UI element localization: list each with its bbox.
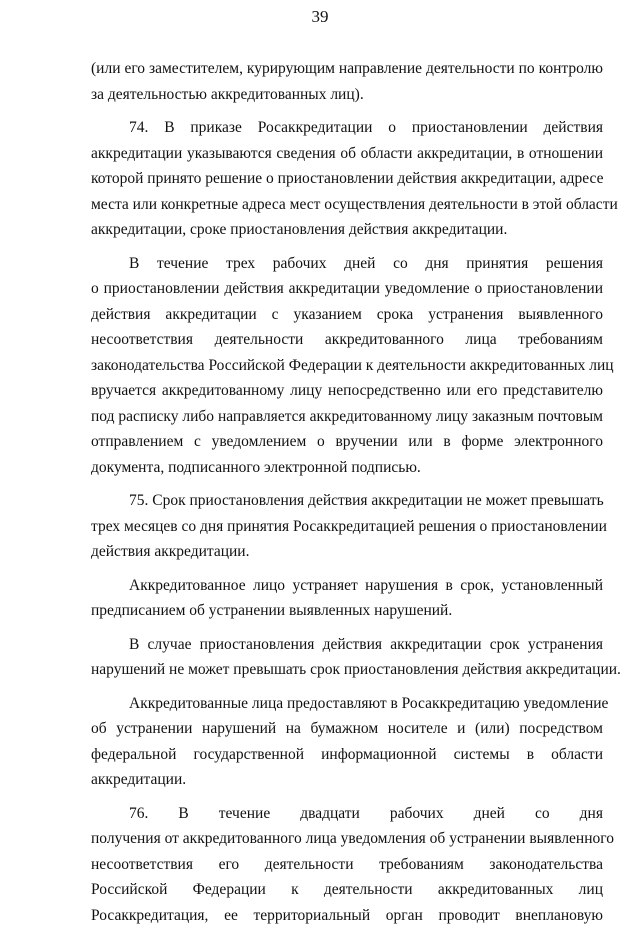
paragraph-item-74 [91, 115, 603, 243]
text-line: нарушений не может превышать срок приостановления действия аккредитации. [91, 657, 603, 683]
text-line: 75. Срок приостановления действия аккредитации не может превышать [91, 488, 603, 514]
text-line: отправлением с уведомлением о вручении или в форме электронного [91, 429, 603, 455]
text-line: В течение трех рабочих дней со дня принятия решения [91, 251, 603, 277]
text-line: аккредитации. [91, 767, 603, 793]
text-line: об устранении нарушений на бумажном носителе и (или) посредством [91, 716, 603, 742]
text-line: вручается аккредитованному лицу непосредственно или его представителю [91, 378, 603, 404]
text-line: (или его заместителем, курирующим направление деятельности по контролю [91, 56, 603, 82]
paragraph-elimination [91, 573, 603, 624]
text-line: документа, подписанного электронной подписью. [91, 455, 603, 481]
text-line: которой принято решение о приостановлении действия аккредитации, адресе [91, 166, 603, 192]
text-line: под расписку либо направляется аккредитованному лицу заказным почтовым [91, 404, 603, 430]
text-line: Росаккредитация, ее территориальный орган проводит внеплановую [91, 903, 603, 928]
text-line: действия аккредитации с указанием срока устранения выявленного [91, 302, 603, 328]
paragraph-item-76 [91, 801, 603, 928]
text-line: Российской Федерации к деятельности аккредитованных лиц [91, 877, 603, 903]
text-line: 76. В течение двадцати рабочих дней со дня [91, 801, 603, 827]
text-line: аккредитации указываются сведения об области аккредитации, в отношении [91, 141, 603, 167]
paragraph-suspension-term [91, 632, 603, 683]
text-line: предписанием об устранении выявленных нарушений. [91, 598, 603, 624]
text-line: за деятельностью аккредитованных лиц). [91, 82, 603, 108]
paragraph-notice [91, 251, 603, 481]
paragraph-notification [91, 691, 603, 793]
text-line: федеральной государственной информационной системы в области [91, 742, 603, 768]
page-number: 39 [0, 6, 640, 28]
text-line: места или конкретные адреса мест осуществления деятельности в этой области [91, 192, 603, 218]
text-line: действия аккредитации. [91, 539, 603, 565]
text-line: получения от аккредитованного лица уведомления об устранении выявленного [91, 826, 603, 852]
text-line: несоответствия его деятельности требованиям законодательства [91, 852, 603, 878]
document-body [91, 56, 603, 928]
text-line: законодательства Российской Федерации к деятельности аккредитованных лиц [91, 353, 603, 379]
text-line: несоответствия деятельности аккредитованного лица требованиям [91, 327, 603, 353]
paragraph-item-75 [91, 488, 603, 565]
text-line: аккредитации, сроке приостановления действия аккредитации. [91, 217, 603, 243]
text-line: В случае приостановления действия аккредитации срок устранения [91, 632, 603, 658]
text-line: трех месяцев со дня принятия Росаккредитацией решения о приостановлении [91, 514, 603, 540]
text-line: Аккредитованное лицо устраняет нарушения в срок, установленный [91, 573, 603, 599]
paragraph-continuation [91, 56, 603, 107]
text-line: Аккредитованные лица предоставляют в Росаккредитацию уведомление [91, 691, 603, 717]
text-line: 74. В приказе Росаккредитации о приостановлении действия [91, 115, 603, 141]
text-line: о приостановлении действия аккредитации уведомление о приостановлении [91, 276, 603, 302]
